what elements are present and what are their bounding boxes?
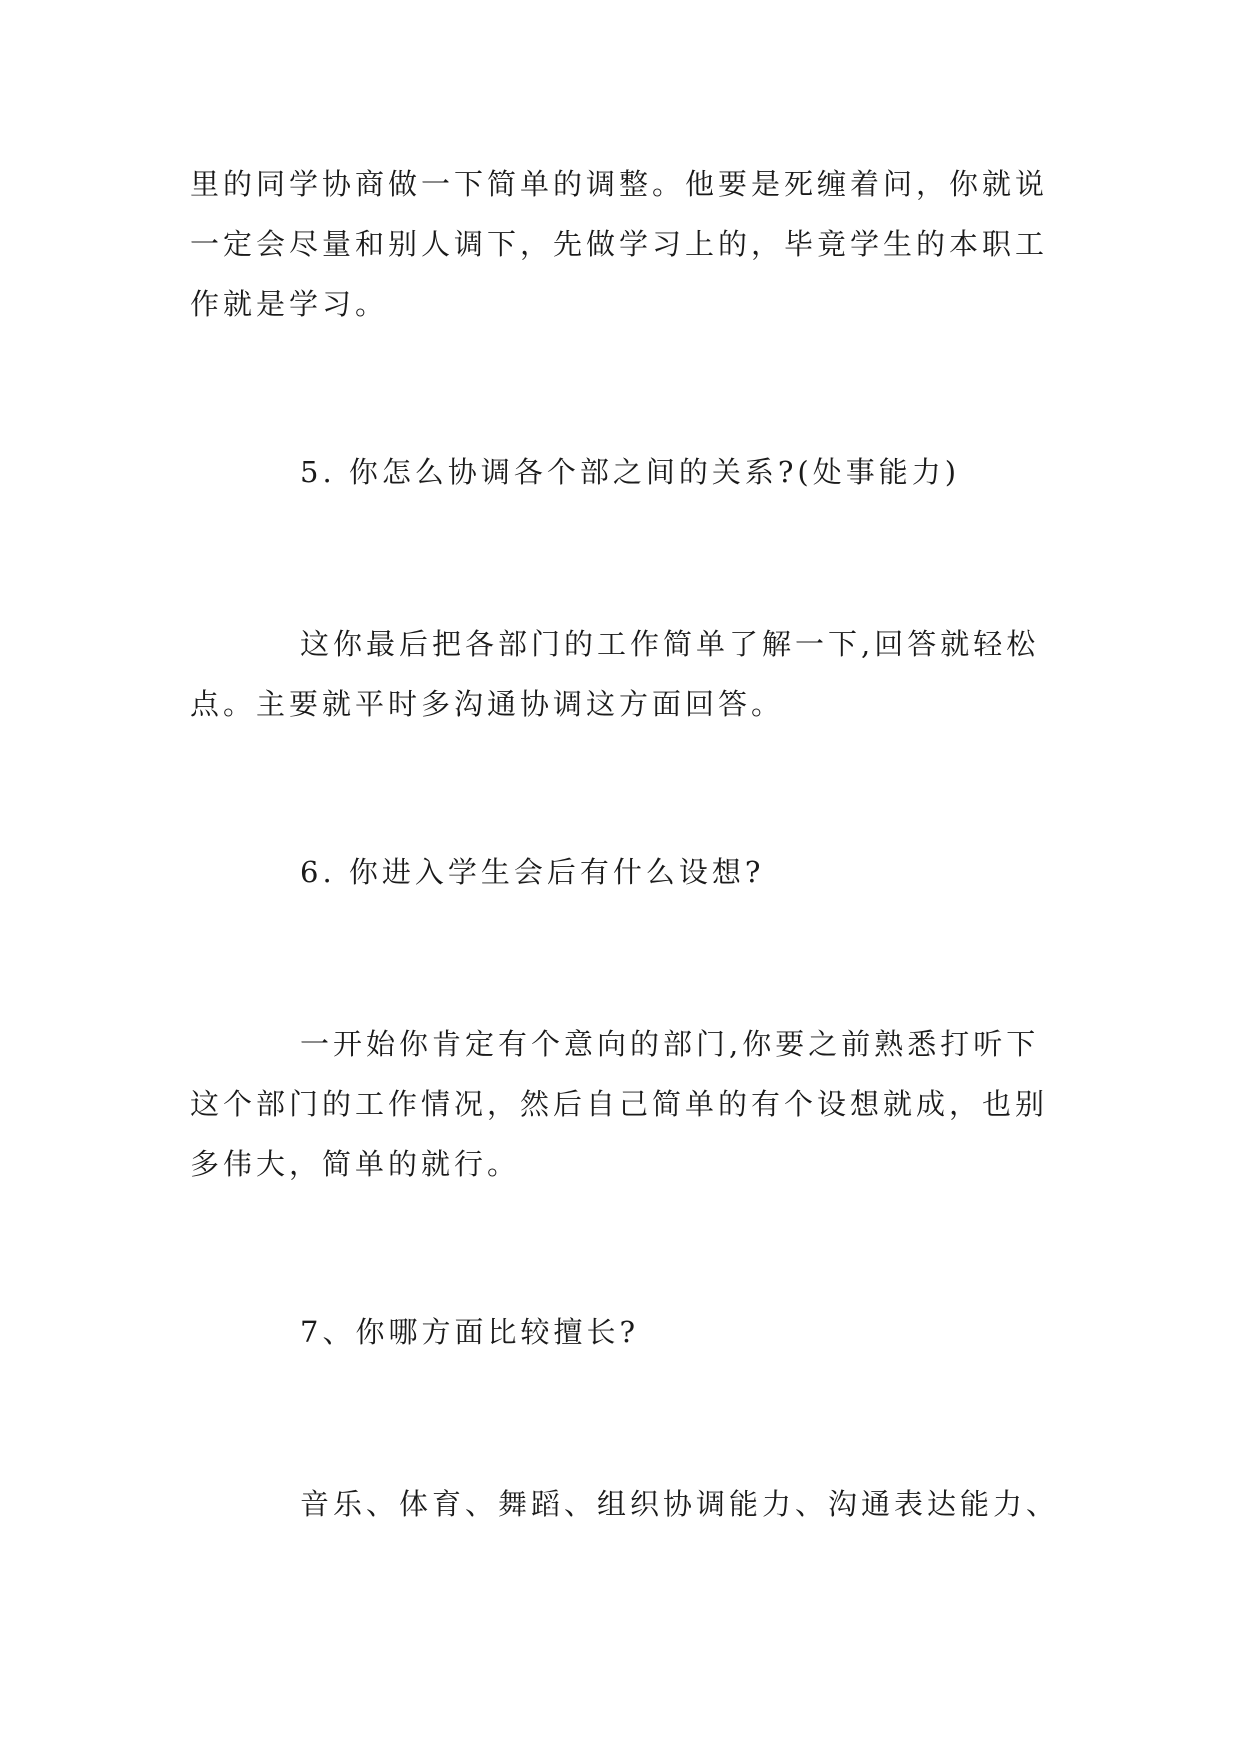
paragraph-line: 点。主要就平时多沟通协调这方面回答。 xyxy=(190,687,785,721)
question-heading: 7、你哪方面比较擅长? xyxy=(300,1315,639,1349)
paragraph-line: 这个部门的工作情况，然后自己简单的有个设想就成，也别 xyxy=(190,1087,1049,1121)
paragraph-line: 作就是学习。 xyxy=(190,287,389,321)
paragraph-line: 多伟大，简单的就行。 xyxy=(190,1147,521,1181)
question-heading: 6. 你进入学生会后有什么设想? xyxy=(300,855,765,889)
paragraph-line: 音乐、体育、舞蹈、组织协调能力、沟通表达能力、 xyxy=(300,1487,1060,1521)
paragraph-line: 一定会尽量和别人调下，先做学习上的，毕竟学生的本职工 xyxy=(190,227,1049,261)
paragraph-line: 这你最后把各部门的工作简单了解一下,回答就轻松 xyxy=(300,627,1040,661)
question-heading: 5. 你怎么协调各个部之间的关系?(处事能力) xyxy=(300,455,961,489)
paragraph-line: 一开始你肯定有个意向的部门,你要之前熟悉打听下 xyxy=(300,1027,1040,1061)
paragraph-line: 里的同学协商做一下简单的调整。他要是死缠着问，你就说 xyxy=(190,167,1049,201)
